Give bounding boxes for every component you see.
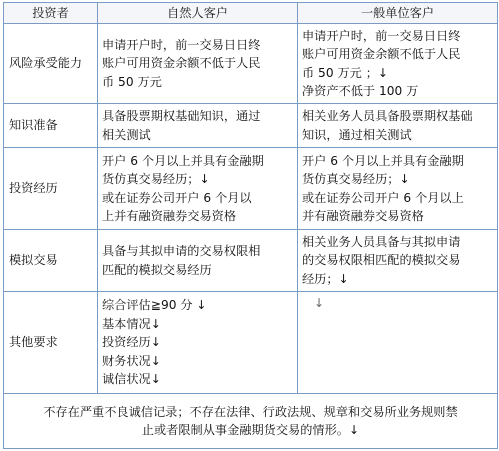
cell-line: 开户 6 个月以上并具有金融期 (302, 153, 464, 168)
cell-line: 上并有融资融券交易资格 (102, 209, 237, 223)
cell-line: 账户可用资金余额不低于人民 (302, 47, 461, 61)
natural-cell (98, 24, 298, 104)
cell-line: 净资产不低于 100 万 (302, 84, 419, 98)
institution-cell (298, 24, 498, 104)
cell-line: 投资经历↓ (102, 335, 161, 350)
row-label: 投资经历 (4, 148, 98, 230)
natural-cell (98, 292, 298, 394)
cell-line: 基本情况↓ (102, 316, 161, 331)
institution-cell (298, 148, 498, 230)
cell-line: 并有融资融券交易资格 (302, 209, 424, 223)
row-other-requirements (4, 292, 498, 394)
cell-line: 诚信状况↓ (102, 372, 161, 387)
row-label: 风险承受能力 (4, 24, 98, 104)
header-institution: 一般单位客户 (298, 3, 498, 24)
row-footer (4, 394, 498, 449)
row-investment-experience (4, 148, 498, 230)
row-risk-tolerance (4, 24, 498, 104)
cell-line: 或在证券公司开户 6 个月以上 (302, 190, 464, 205)
cell-line: 经历；↓ (302, 271, 349, 286)
cell-line: 相关业务人员具备股票期权基础 (302, 109, 473, 123)
header-row (4, 3, 498, 24)
cell-line: 币 50 万元 (102, 74, 162, 89)
institution-cell (298, 230, 498, 292)
cell-line: 相关业务人员具备与其拟申请 (302, 234, 461, 249)
footer-line: 不存在严重不良诚信记录；不存在法律、行政法规、规章和交易所业务规则禁 (43, 404, 458, 419)
cell-line: 货仿真交易经历；↓ (302, 172, 410, 186)
row-label: 模拟交易 (4, 230, 98, 292)
cell-line: 申请开户时，前一交易日日终 (302, 28, 461, 43)
cell-line: 或在证券公司开户 6 个月以 (102, 190, 252, 205)
cell-line: 具备与其拟申请的交易权限相 (102, 244, 261, 258)
footer-line: 止或者限制从事金融期货交易的情形。↓ (141, 423, 360, 437)
cell-line: 知识，通过相关测试 (302, 127, 412, 142)
cell-line: ↓ (314, 296, 325, 310)
cell-line: 币 50 万元 ；↓ (302, 65, 389, 80)
row-label: 知识准备 (4, 104, 98, 148)
institution-cell (298, 104, 498, 148)
cell-line: 财务状况↓ (102, 353, 161, 368)
row-simulated-trading (4, 230, 498, 292)
cell-line: 货仿真交易经历；↓ (102, 172, 210, 186)
header-investor: 投资者 (4, 3, 98, 24)
cell-line: 匹配的模拟交易经历 (102, 262, 212, 277)
natural-cell (98, 104, 298, 148)
cell-line: 申请开户时，前一交易日日终 (102, 37, 261, 52)
footer-note (4, 394, 498, 449)
cell-line: 的交易权限相匹配的模拟交易 (302, 253, 461, 268)
natural-cell (98, 148, 298, 230)
cell-line: 开户 6 个月以上并具有金融期 (102, 153, 264, 168)
cell-line: 账户可用资金余额不低于人民 (102, 56, 261, 71)
cell-line: 综合评估≧90 分 ↓ (102, 298, 207, 313)
header-natural-person: 自然人客户 (98, 3, 298, 24)
cell-line: 具备股票期权基础知识，通过 (102, 109, 261, 123)
row-knowledge (4, 104, 498, 148)
requirements-table (3, 2, 498, 449)
natural-cell (98, 230, 298, 292)
row-label: 其他要求 (4, 292, 98, 394)
cell-line: 相关测试 (102, 127, 151, 142)
institution-cell (298, 292, 498, 394)
